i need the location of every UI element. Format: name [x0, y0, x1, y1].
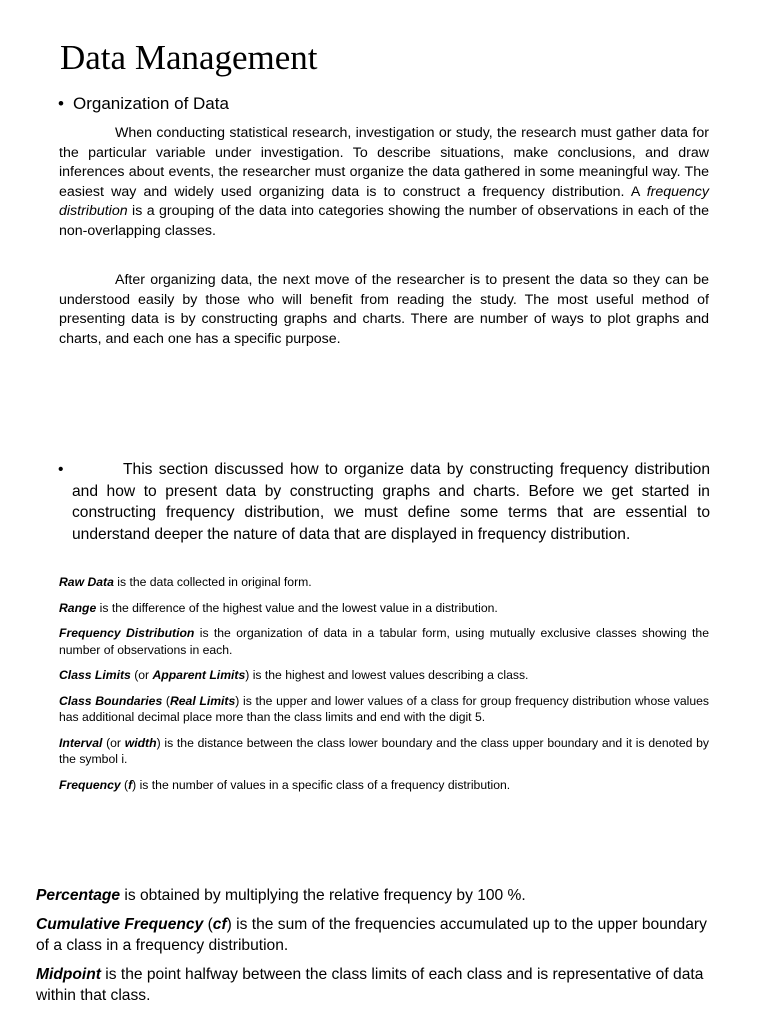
definition-term: Class Boundaries — [59, 693, 163, 708]
definition-text: ( — [120, 777, 129, 792]
bottom-definition-item — [36, 964, 716, 1006]
definition-term: Midpoint — [36, 966, 101, 983]
definition-text: is the difference of the highest value and the lowest value in a distribution. — [96, 600, 498, 615]
definition-term-alias: width — [124, 735, 157, 750]
definition-text: is the point halfway between the class limits of each class and is representative of data within that class. — [36, 966, 704, 1004]
bullet-icon: • — [58, 461, 64, 478]
section-heading-label: Organization of Data — [73, 94, 229, 113]
definition-term: Raw Data — [59, 575, 114, 589]
definition-term: Frequency Distribution — [59, 626, 195, 640]
definition-text: ) is the highest and lowest values describing a class. — [245, 668, 529, 682]
bottom-definition-item — [36, 914, 716, 956]
definition-text: ) is the upper and lower values of a class for group frequency distribution whose values has additional decimal place more than the class limits and end with the digit 5. — [59, 693, 709, 724]
definitions-list — [59, 574, 709, 802]
definition-item — [59, 667, 709, 684]
definition-text: (or — [130, 668, 153, 682]
definition-item — [59, 574, 709, 591]
definition-item — [59, 625, 709, 658]
definition-text: is obtained by multiplying the relative frequency by 100 %. — [120, 887, 526, 904]
definition-text: ( — [203, 916, 213, 933]
definition-item — [59, 777, 709, 794]
page-title: Data Management — [60, 38, 318, 77]
definition-term: Cumulative Frequency — [36, 916, 204, 933]
definition-text: ) is the distance between the class lower boundary and the class upper boundary and it is denoted by the symbol i. — [59, 735, 709, 766]
definition-term: Frequency — [59, 777, 121, 792]
paragraph-text: When conducting statistical research, investigation or study, the research must gather data for the particular variable under investigation. To describe situations, make conclusions, and draw inferences about events, the researcher must organize the data gathered in some meaningful way. The easiest way and widely used organizing data is to construct a frequency distribution. A — [59, 125, 709, 200]
definition-item — [59, 693, 709, 726]
intro-bullet-text: This section discussed how to organize data by constructing frequency distribution and how to present data by constructing graphs and charts. Before we get started in constructing frequency distribution, we must define some terms that are essential to understand deeper the nature of data that are displayed in frequency distribution. — [72, 461, 710, 543]
definition-term: Interval — [59, 735, 103, 750]
bullet-icon: • — [58, 94, 64, 113]
definition-term-alias: f — [128, 777, 133, 792]
definition-item — [59, 600, 709, 617]
definition-text: is the organization of data in a tabular form, using mutually exclusive classes showing the number of observations in each. — [59, 626, 709, 657]
definition-term: Class Limits — [59, 668, 131, 682]
definition-text: ( — [162, 693, 170, 708]
definition-term-alias: cf — [212, 916, 227, 933]
definition-item — [59, 735, 709, 768]
definition-term: Range — [59, 600, 97, 615]
definition-text: ) is the sum of the frequencies accumulated up to the upper boundary of a class in a frequency distribution. — [36, 916, 707, 954]
paragraph-presentation: After organizing data, the next move of the researcher is to present the data so they can be understood easily by those who will benefit from reading the study. The most useful method of presenting data is by constructing graphs and charts. There are number of ways to plot graphs and charts, and each one has a specific purpose. — [59, 272, 709, 347]
paragraph-text: is a grouping of the data into categories showing the number of observations in each of the non-overlapping classes. — [59, 203, 709, 239]
definition-text: ) is the number of values in a specific class of a frequency distribution. — [132, 777, 511, 792]
intro-bullet — [58, 459, 710, 545]
bottom-definition-item — [36, 885, 716, 906]
emphasis-term: frequency distribution — [59, 183, 709, 219]
bottom-definitions-list — [36, 885, 716, 1014]
definition-text: is the data collected in original form. — [113, 575, 312, 589]
definition-term-alias: Real Limits — [169, 693, 236, 708]
paragraph-organization — [59, 124, 709, 241]
definition-term: Percentage — [36, 887, 121, 904]
section-heading — [58, 93, 229, 115]
definition-text: (or — [102, 735, 125, 750]
definition-term-alias: Apparent Limits — [152, 668, 246, 682]
